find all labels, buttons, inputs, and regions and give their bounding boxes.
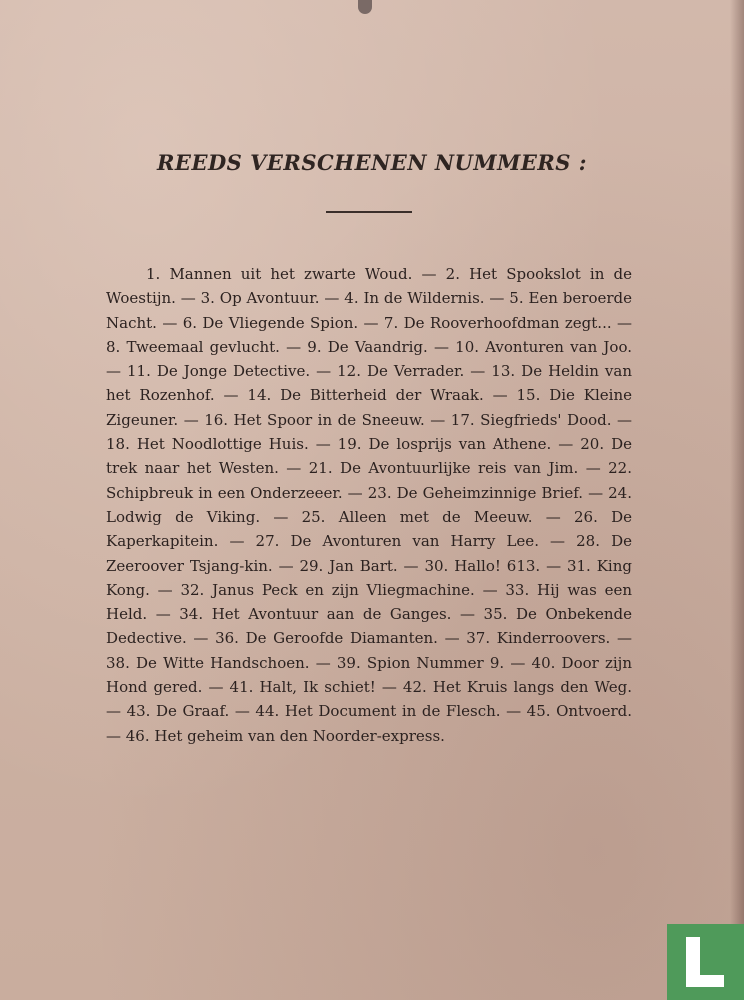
published-titles-list: 1. Mannen uit het zwarte Woud. — 2. Het Spookslot in de Woestijn. — 3. Op Avontuur. — 4. In de Wildernis. — 5. Een beroerde Nacht. — 6. De Vliegende Spion. — 7. De Rooverhoofdman zegt... — 8. Tweemaal gevlucht. — 9. De Vaandrig. — 10. Avonturen van Joo. — 11. De Jonge Detective. — 12. De Verrader. — 13. De Heldin van het Rozenhof. — 14. De Bitterheid der Wraak. — 15. Die Kleine Zigeuner. — 16. Het Spoor in de Sneeuw. — 17. Siegfrieds' Dood. — 18. Het Noodlottige Huis. — 19. De losprijs van Athene. — 20. De trek naar het Westen. — 21. De Avontuurlijke reis van Jim. — 22. Schipbreuk in een Onderzeeer. — 23. De Geheimzinnige Brief. — 24. Lodwig de Viking. — 25. Alleen met de Meeuw. — 26. De Kaperkapitein. — 27. De Avonturen van Harry Lee. — 28. De Zeeroover Tsjang-kin. — 29. Jan Bart. — 30. Hallo! 613. — 31. King Kong. — 32. Janus Peck en zijn Vliegmachine. — 33. Hij was een Held. — 34. Het Avontuur aan de Ganges. — 35. De Onbekende Dedective. — 36. De Geroofde Diamanten. — 37. Kinderroovers. — 38. De Witte Handschoen. — 39. Spion Nummer 9. — 40. Door zijn Hond gered. — 41. Halt, Ik schiet! — 42. Het Kruis langs den Weg. — 43. De Graaf. — 44. Het Document in de Flesch. — 45. Ontvoerd. — 46. Het geheim van den Noorder-express. [106,265,632,745]
binding-hole-mark [358,0,372,14]
page-heading: REEDS VERSCHENEN NUMMERS : [156,150,588,175]
heading-divider [326,211,412,213]
l-letter-icon [684,935,726,989]
l-logo-icon [667,924,744,1000]
